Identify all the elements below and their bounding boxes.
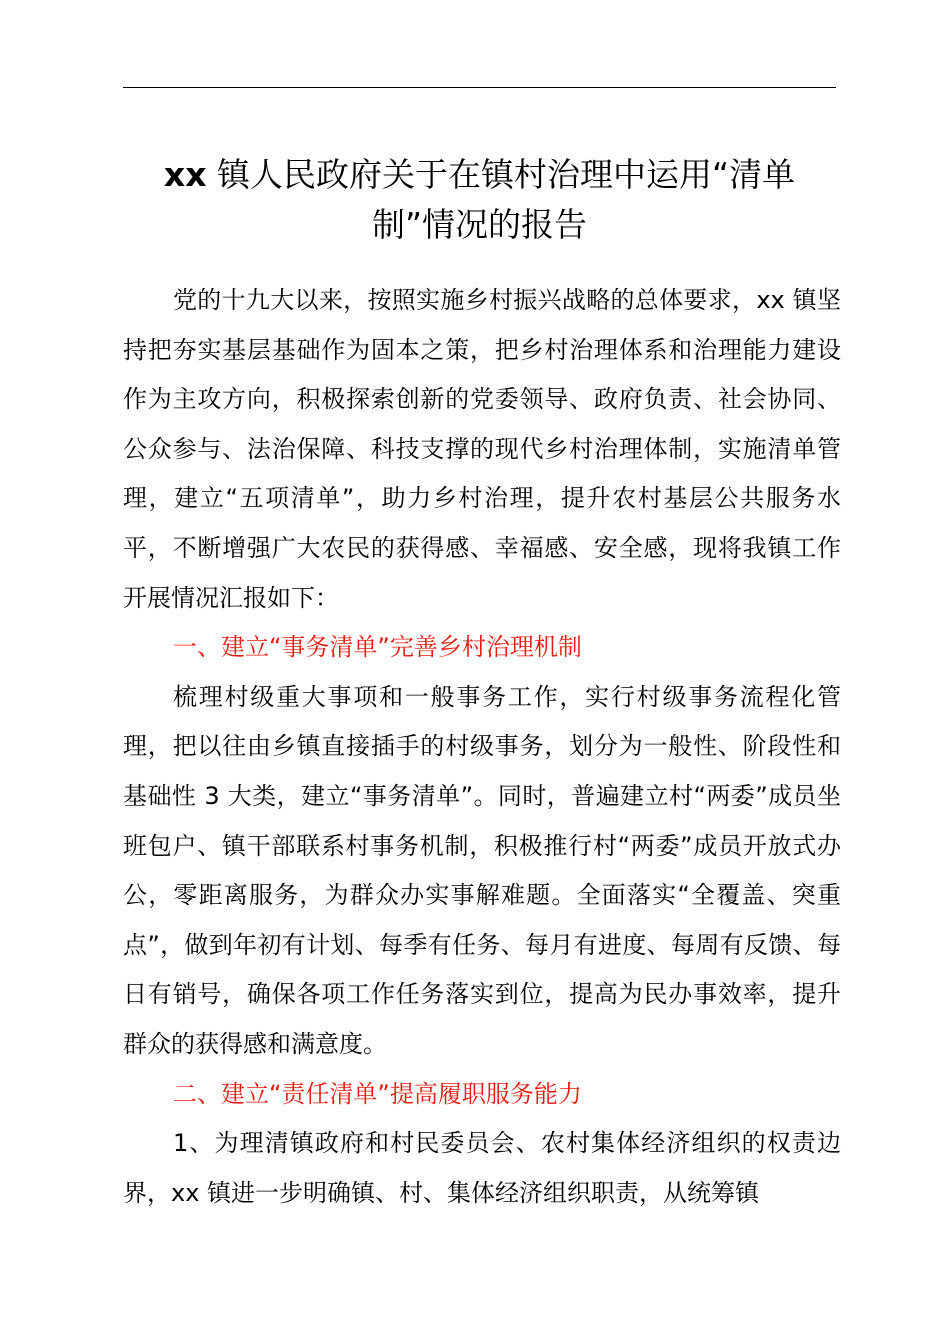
section-heading-2: 二、建立“责任清单”提高履职服务能力 (173, 1079, 582, 1108)
section-heading-1: 一、建立“事务清单”完善乡村治理机制 (173, 633, 582, 662)
title-line-1 (123, 150, 836, 200)
title-line-1-text: 镇人民政府关于在镇村治理中运用“清单 (206, 155, 796, 194)
document-body (123, 276, 841, 1218)
section-2-paragraph: 1、为理清镇政府和村民委员会、农村集体经济组织的权责边界，xx 镇进一步明确镇、村、集体经济组织职责，从统筹镇 (123, 1129, 841, 1207)
title-line-2: 制”情况的报告 (371, 205, 588, 244)
title-lead: xx (163, 155, 207, 194)
document-title (123, 150, 836, 250)
intro-paragraph: 党的十九大以来，按照实施乡村振兴战略的总体要求，xx 镇坚持把夯实基层基础作为固本之策，把乡村治理体系和治理能力建设作为主攻方向，积极探索创新的党委领导、政府负责、社会协同、公众参与、法治保障、科技支撑的现代乡村治理体制，实施清单管理，建立“五项清单”，助力乡村治理，提升农村基层公共服务水平，不断增强广大农民的获得感、幸福感、安全感，现将我镇工作开展情况汇报如下： (123, 286, 841, 612)
header-rule (123, 87, 836, 88)
section-1-paragraph: 梳理村级重大事项和一般事务工作，实行村级事务流程化管理，把以往由乡镇直接插手的村级事务，划分为一般性、阶段性和基础性 3 大类，建立“事务清单”。同时，普遍建立村“两委”成员坐班包户、镇干部联系村事务机制，积极推行村“两委”成员开放式办公，零距离服务，为群众办实事解难题。全面落实“全覆盖、突重点”，做到年初有计划、每季有任务、每月有进度、每周有反馈、每日有销号，确保各项工作任务落实到位，提高为民办事效率，提升群众的获得感和满意度。 (123, 682, 841, 1058)
